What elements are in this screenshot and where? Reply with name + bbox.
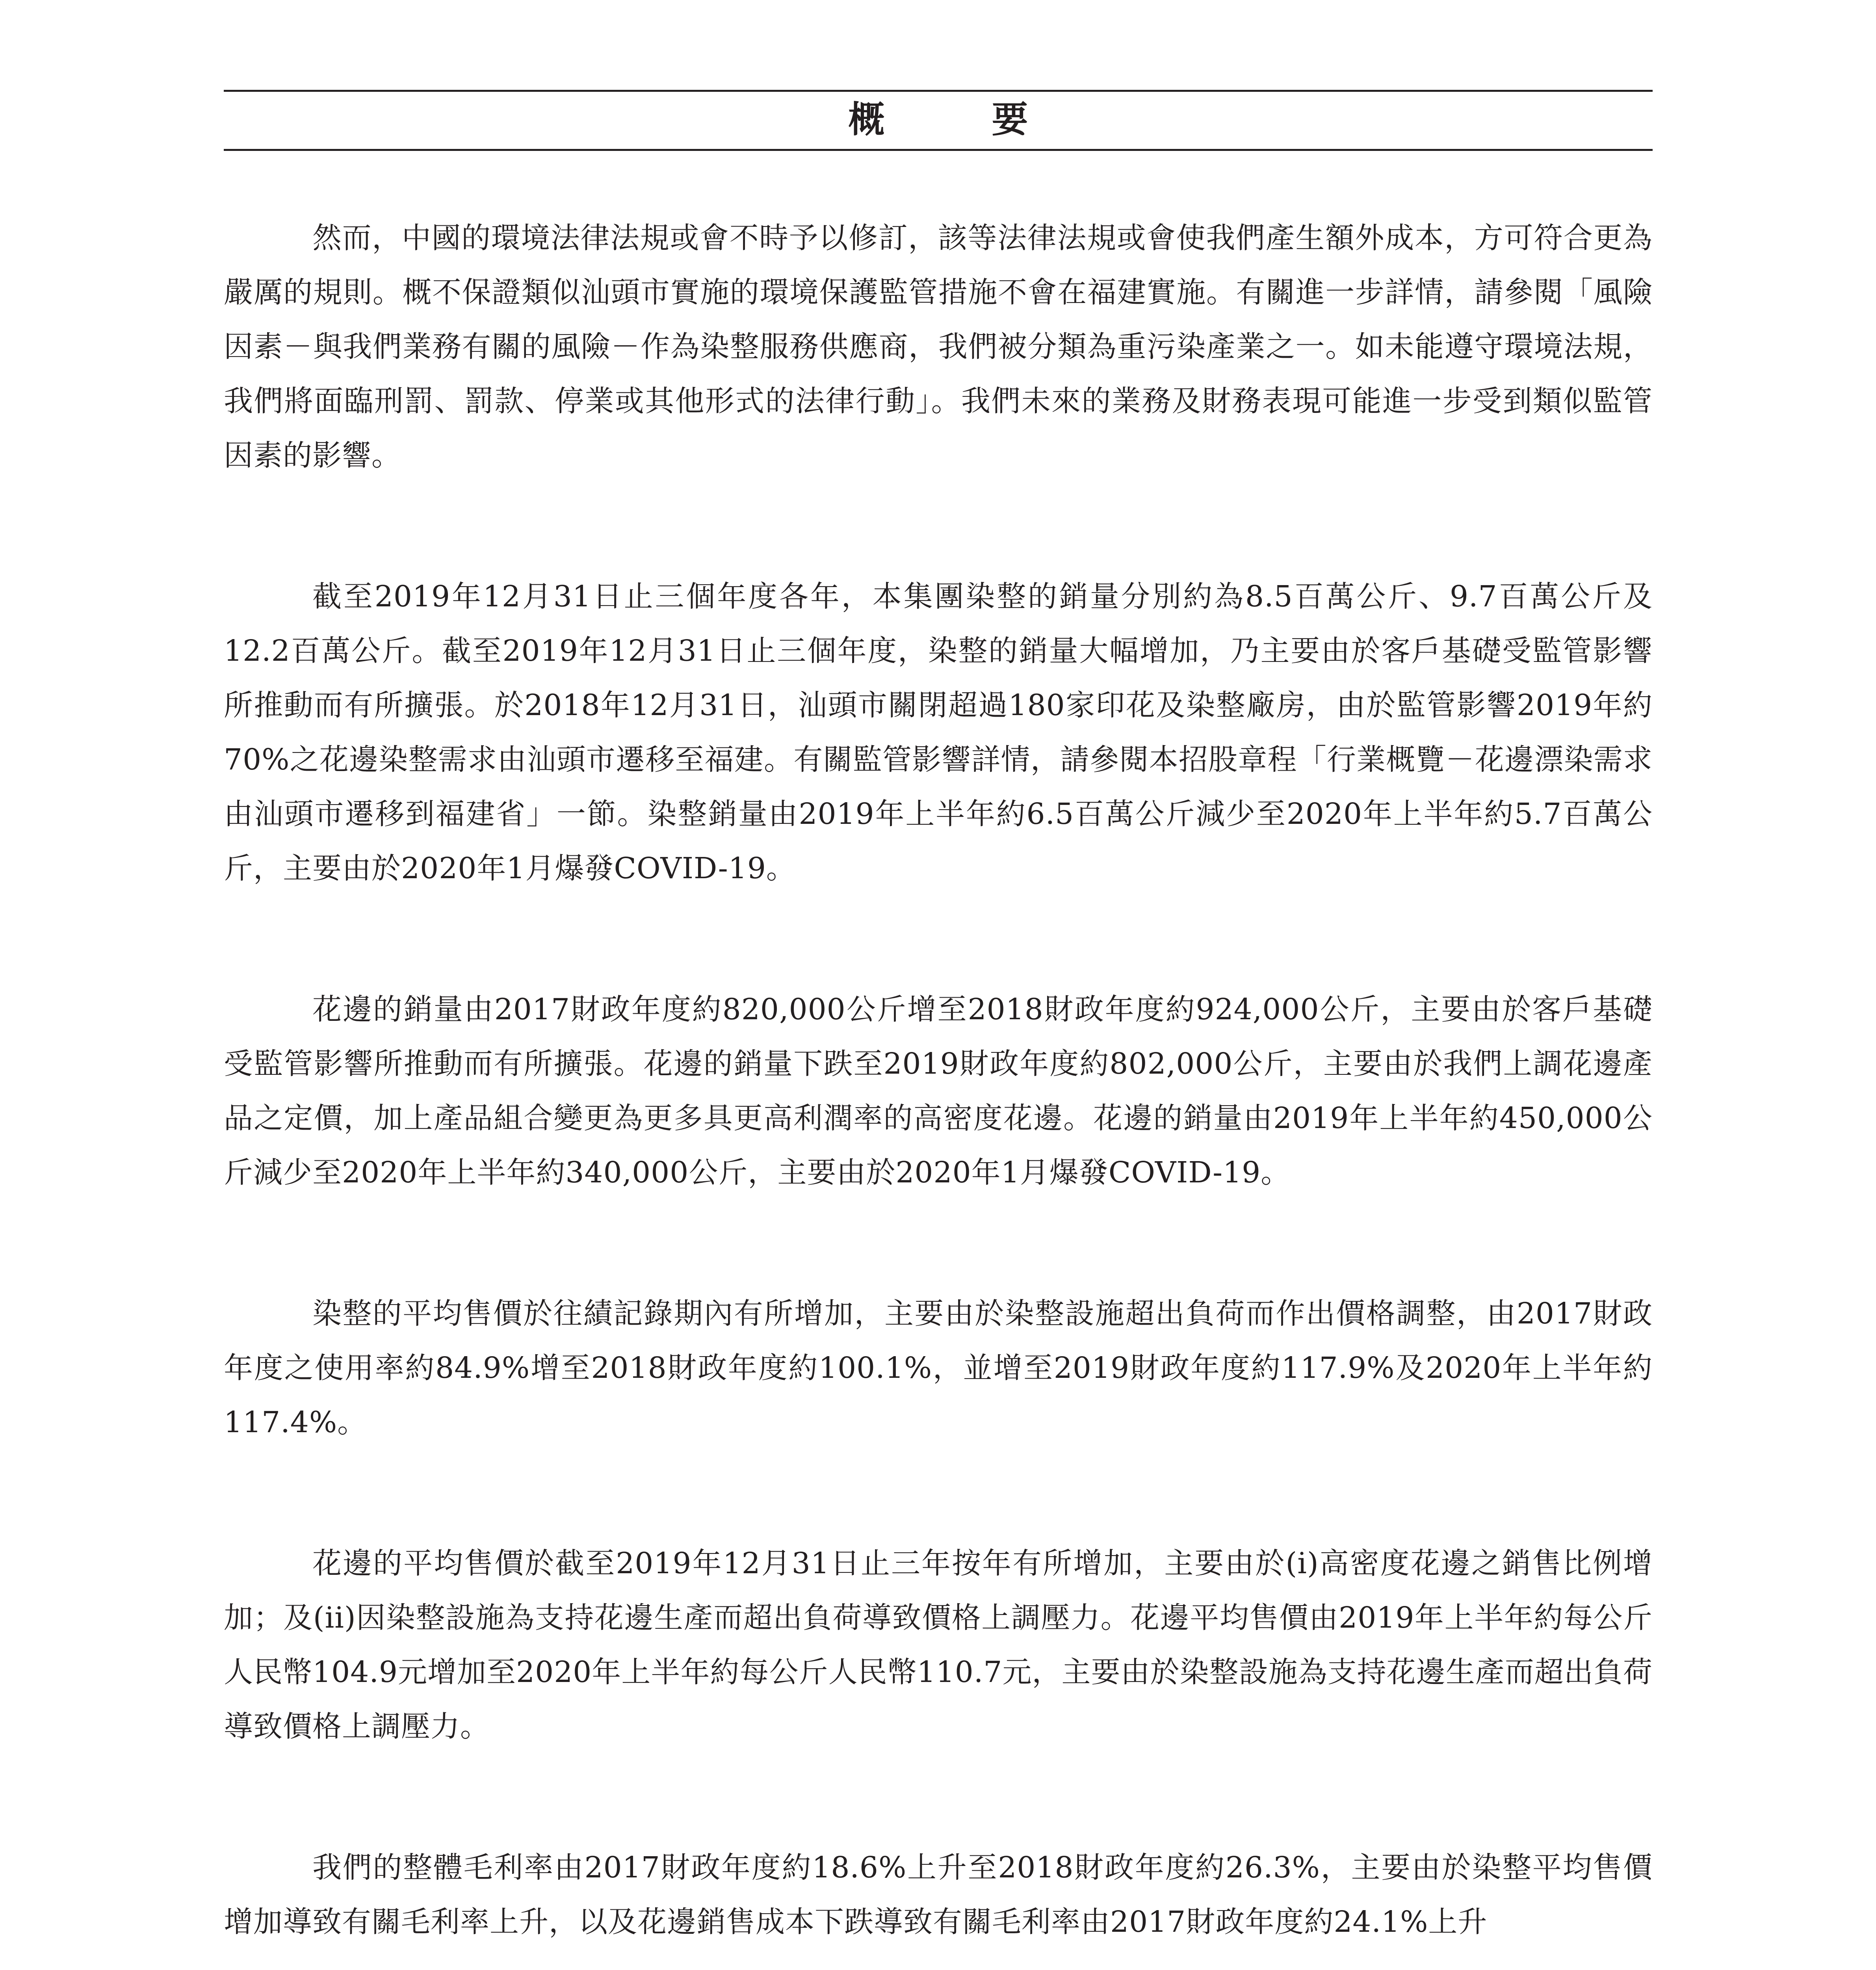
header-bottom-rule — [224, 149, 1653, 151]
paragraph-lace-sales-volume: 花邊的銷量由2017財政年度約820,000公斤增至2018財政年度約924,000公斤，主要由於客戶基礎受監管影響所推動而有所擴張。花邊的銷量下跌至2019財政年度約802,000公斤，主要由於我們上調花邊產品之定價，加上產品組合變更為更多具更高利潤率的高密度花邊。花邊的銷量由2019年上半年約450,000公斤減少至2020年上半年約340,000公斤，主要由於2020年1月爆發COVID-19。 — [224, 992, 1653, 1189]
paragraph-environmental-regulation: 然而，中國的環境法律法規或會不時予以修訂，該等法律法規或會使我們產生額外成本，方可符合更為嚴厲的規則。概不保證類似汕頭市實施的環境保護監管措施不會在福建實施。有關進一步詳情，請參閱「風險因素－與我們業務有關的風險－作為染整服務供應商，我們被分類為重污染產業之一。如未能遵守環境法規，我們將面臨刑罰、罰款、停業或其他形式的法律行動」。我們未來的業務及財務表現可能進一步受到類似監管因素的影響。 — [224, 221, 1653, 472]
page-title: 概 要 — [848, 98, 1075, 141]
paragraph-dyeing-sales-volume: 截至2019年12月31日止三個年度各年，本集團染整的銷量分別約為8.5百萬公斤、9.7百萬公斤及12.2百萬公斤。截至2019年12月31日止三個年度，染整的銷量大幅增加，乃主要由於客戶基礎受監管影響所推動而有所擴張。於2018年12月31日，汕頭市關閉超過180家印花及染整廠房，由於監管影響2019年約70%之花邊染整需求由汕頭市遷移至福建。有關監管影響詳情，請參閱本招股章程「行業概覽－花邊漂染需求由汕頭市遷移到福建省」一節。染整銷量由2019年上半年約6.5百萬公斤減少至2020年上半年約5.7百萬公斤，主要由於2020年1月爆發COVID-19。 — [224, 580, 1653, 885]
paragraph-lace-average-price: 花邊的平均售價於截至2019年12月31日止三年按年有所增加，主要由於(i)高密度花邊之銷售比例增加；及(ii)因染整設施為支持花邊生產而超出負荷導致價格上調壓力。花邊平均售價由2019年上半年約每公斤人民幣104.9元增加至2020年上半年約每公斤人民幣110.7元，主要由於染整設施為支持花邊生產而超出負荷導致價格上調壓力。 — [224, 1546, 1653, 1743]
document-body — [224, 211, 1653, 1970]
paragraph-gross-profit-margin: 我們的整體毛利率由2017財政年度約18.6%上升至2018財政年度約26.3%，主要由於染整平均售價增加導致有關毛利率上升，以及花邊銷售成本下跌導致有關毛利率由2017財政年度約24.1%上升 — [224, 1851, 1653, 1939]
paragraph-dyeing-average-price: 染整的平均售價於往績記錄期內有所增加，主要由於染整設施超出負荷而作出價格調整，由2017財政年度之使用率約84.9%增至2018財政年度約100.1%，並增至2019財政年度約117.9%及2020年上半年約117.4%。 — [224, 1297, 1653, 1439]
